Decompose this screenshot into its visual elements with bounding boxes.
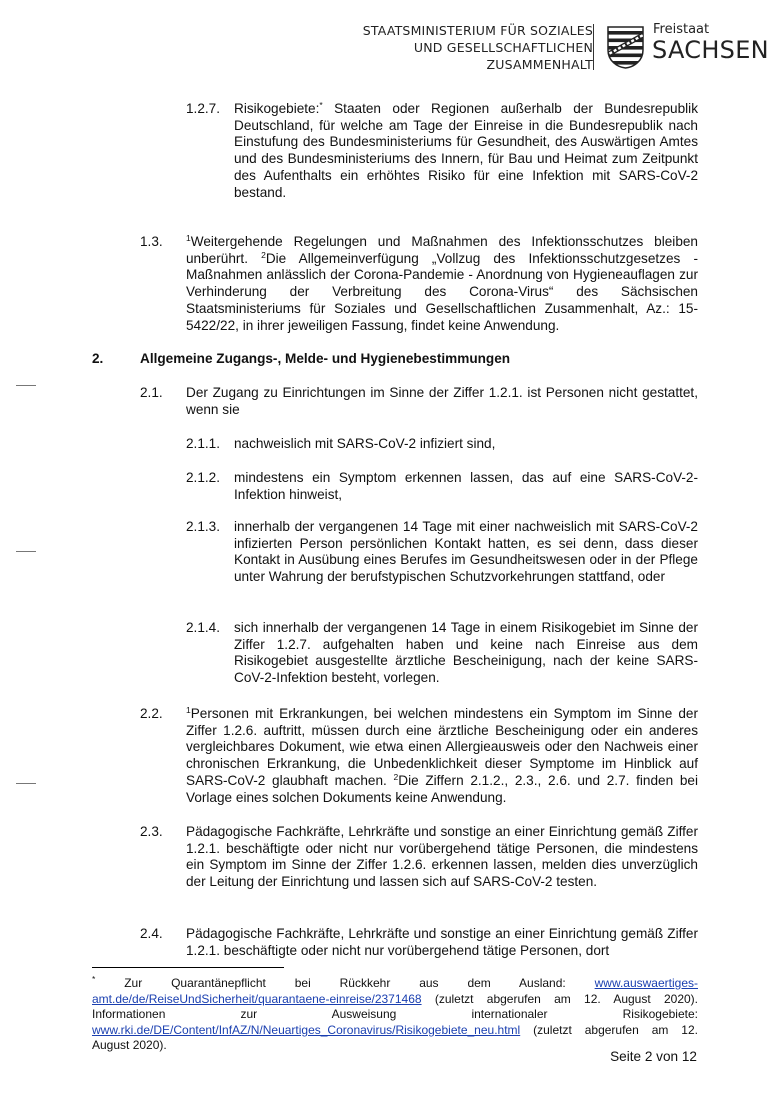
section-2-2 (186, 706, 698, 806)
section-text: Die Allgemeinverfügung „Vollzug des Infektionsschutzgesetzes - Maßnahmen anlässlich der Corona-Pandemie - Anordnung von Hygieneauflagen zur Verhinderung der Verbreitung des Corona-Virus“ des Sächsischen Staatsministeriums für Soziales und Gesellschaftlichen Zusammenhalt, Az.: 15-5422/22, in ihrer jeweiligen Fassung, findet keine Anwendung. (186, 250, 698, 333)
section-number: 2.1.1. (186, 436, 221, 451)
section-1-3 (186, 234, 698, 334)
section-2-1-4: sich innerhalb der vergangenen 14 Tage in einem Risikogebiet im Sinne der Ziffer 1.2.7. aufgehalten haben und keine nach Einreise aus dem Risikogebiet ausgestellte ärztliche Bescheinigung, nach der keine SARS-CoV-2-Infektion besteht, vorlegen. (234, 620, 698, 686)
section-text: Staaten oder Regionen außerhalb der Bundesrepublik Deutschland, für welche am Tage der Einreise in die Bundesrepublik nach Einstufung des Bundesministeriums für Gesundheit, des Auswärtigen Amtes und des Bundesministeriums des Innern, für Bau und Heimat zum Zeitpunkt des Aufenthalts ein erhöhtes Risiko für eine Infektion mit SARS-CoV-2 bestand. (234, 101, 698, 200)
auswaertiges-amt-link[interactable]: www.auswaertiges-amt.de/de/ReiseUndSicherheit/quarantaene-einreise/2371468 (92, 976, 698, 1006)
saxony-coat-of-arms-icon (607, 26, 644, 69)
section-2-1-2: mindestens ein Symptom erkennen lassen, das auf eine SARS-CoV-2-Infektion hinweist, (234, 470, 698, 502)
chapter-title: Allgemeine Zugangs-, Melde- und Hygienebestimmungen (140, 351, 511, 366)
section-2-3: Pädagogische Fachkräfte, Lehrkräfte und sonstige an einer Einrichtung gemäß Ziffer 1.2.1. beschäftigte oder nicht nur vorübergehend tätige Personen, die mindestens ein Symptom im Sinne der Ziffer 1.2.6. erkennen lassen, melden dies unverzüglich der Leitung der Einrichtung und lassen sich auf SARS-CoV-2 testen. (186, 824, 698, 890)
section-number: 2.4. (140, 926, 163, 941)
sentence-number: 2 (393, 771, 399, 782)
section-number: 2.1.3. (186, 519, 221, 534)
sentence-number: 1 (186, 705, 191, 715)
section-text: Personen mit Erkrankungen, bei welchen mindestens ein Symptom im Sinne der Ziffer 1.2.6. auftritt, müssen durch eine ärztliche Bescheinigung oder ein anderes vergleichbares Dokument, wie etwa einen Allergieausweis oder den Nachweis einer chronischen Erkrankung, die Unbedenklichkeit dieser Symptome im Hinblick auf SARS-CoV-2 glaubhaft machen. (186, 706, 698, 788)
footnote-text: Zur Quarantänepflicht bei Rückkehr aus dem Ausland: (95, 976, 595, 990)
page-number: Seite 2 von 12 (610, 1049, 697, 1064)
section-text: Die Ziffern 2.1.2., 2.3., 2.6. und 2.7. finden bei Vorlage eines solchen Dokuments keine Anwendung. (186, 772, 698, 805)
section-2-1-1: nachweislich mit SARS-CoV-2 infiziert sind, (234, 436, 496, 451)
ministry-line-3: ZUSAMMENHALT (486, 57, 593, 72)
footnote-marker: * (319, 100, 323, 110)
ministry-line-1: STAATSMINISTERIUM FÜR SOZIALES (362, 23, 593, 38)
footnote (92, 976, 698, 1054)
sentence-number: 2 (261, 249, 266, 260)
section-number: 2.2. (140, 706, 163, 721)
section-2-4: Pädagogische Fachkräfte, Lehrkräfte und sonstige an einer Einrichtung gemäß Ziffer 1.2.1. beschäftigte oder nicht nur vorübergehend tätige Personen, dort (186, 926, 698, 958)
ministry-name (363, 22, 593, 73)
fold-mark (16, 783, 36, 784)
section-number: 1.3. (140, 234, 163, 249)
section-text: Weitergehende Regelungen und Maßnahmen des Infektionsschutzes bleiben unberührt. (186, 234, 698, 266)
term-label: Risikogebiete: (234, 101, 320, 116)
sachsen-wordmark: SACHSEN (652, 36, 769, 64)
ministry-line-2: UND GESELLSCHAFTLICHEN (413, 40, 593, 55)
footnote-separator (92, 967, 284, 968)
header-divider (593, 24, 594, 70)
fold-mark (16, 551, 36, 552)
section-number: 2.1.2. (186, 470, 221, 485)
section-number: 2.1.4. (186, 620, 221, 635)
section-number: 1.2.7. (186, 101, 221, 116)
fold-mark (16, 385, 36, 386)
freistaat-label: Freistaat (653, 22, 710, 37)
section-number: 2.1. (140, 385, 163, 400)
chapter-number: 2. (92, 351, 104, 366)
rki-link[interactable]: www.rki.de/DE/Content/InfAZ/N/Neuartiges_Coronavirus/Risikogebiete_neu.html (92, 1022, 521, 1037)
section-1-2-7 (234, 101, 698, 201)
footnote-marker: * (92, 974, 96, 984)
sentence-number: 1 (186, 233, 191, 243)
section-number: 2.3. (140, 824, 163, 839)
section-2-1-3: innerhalb der vergangenen 14 Tage mit einer nachweislich mit SARS-CoV-2 infizierten Person persönlichen Kontakt hatten, es sei denn, dass dieser Kontakt in Ausübung eines Berufes im Gesundheitswesen oder in der Pflege unter Wahrung der berufstypischen Schutzvorkehrungen stattfand, oder (234, 519, 698, 585)
section-2-1: Der Zugang zu Einrichtungen im Sinne der Ziffer 1.2.1. ist Personen nicht gestattet, wenn sie (186, 385, 698, 417)
footnote-text: (zuletzt abgerufen am 12. August 2020). (92, 1022, 698, 1053)
footnote-text: (zuletzt abgerufen am 12. August 2020). Informationen zur Ausweisung internationaler Risikogebiete: (92, 991, 698, 1022)
